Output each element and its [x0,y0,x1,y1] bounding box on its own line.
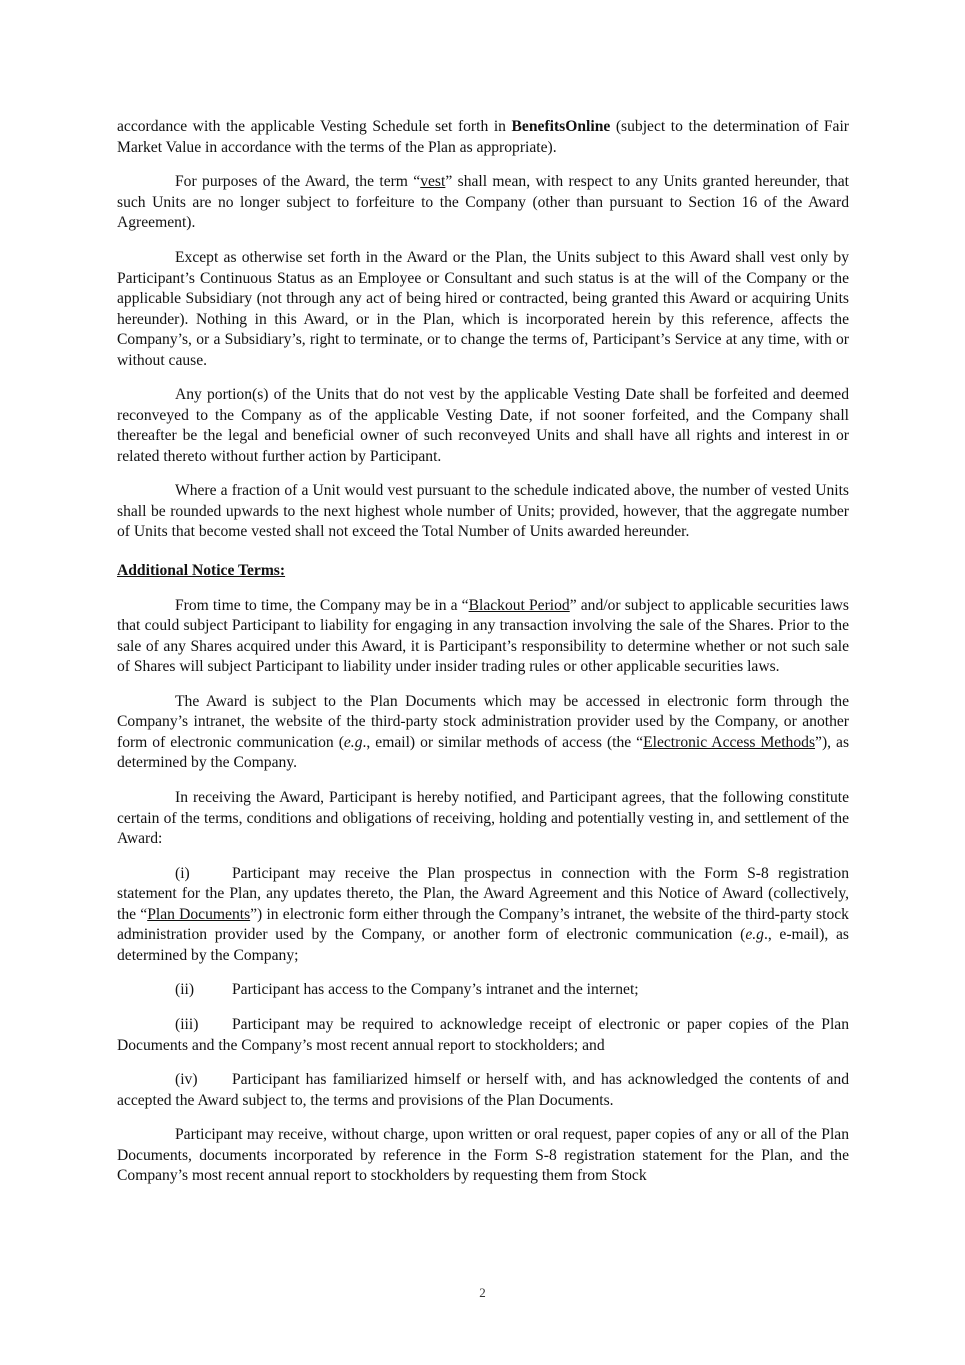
list-marker: (iv) [175,1071,198,1089]
paragraph-vesting-schedule: accordance with the applicable Vesting Schedule set forth in BenefitsOnline (subject to the determination of Fair Market Value in accordance with the terms of the Plan as appropriate). [117,118,849,156]
list-item-iii: (iii) Participant may be required to acknowledge receipt of electronic or paper copies of the Plan Documents and the Company’s most recent annual report to stockholders; and [117,1016,849,1054]
section-heading-additional-notice-terms: Additional Notice Terms: [117,561,286,579]
defined-term-electronic-access-methods: Electronic Access Methods [643,733,816,751]
list-marker: (ii) [175,981,195,999]
paragraph-continuous-status: Except as otherwise set forth in the Award or the Plan, the Units subject to this Award shall vest only by Participant’s Continuous Status as an Employee or Consultant and such status is at the will of the Company or the applicable Subsidiary (not through any act of being hired or contracted, being granted this Award or acquiring Units hereunder). Nothing in this Award, or in the Plan, which is incorporated herein by this reference, affects the Company’s, or a Subsidiary’s, right to terminate, or to change the terms of, Participant’s Service at any time, with or without cause. [117,249,849,369]
list-marker: (iii) [175,1016,199,1034]
list-marker: (i) [175,864,190,882]
list-item-iv: (iv) Participant has familiarized himself or herself with, and has acknowledged the contents of and accepted the Award subject to, the terms and provisions of the Plan Documents. [117,1071,849,1109]
list-item-ii: (ii) Participant has access to the Company’s intranet and the internet; [117,980,849,1001]
paragraph-forfeiture: Any portion(s) of the Units that do not vest by the applicable Vesting Date shall be forfeited and deemed reconveyed to the Company as of the applicable Vesting Date, if not sooner forfeited, and the Company shall thereafter be the legal and beneficial owner of such reconveyed Units and shall have all rights and interest in or related thereto without further action by Participant. [117,386,849,465]
page-number: 2 [479,1285,486,1300]
document-page [117,117,849,1187]
paragraph-vest-definition: For purposes of the Award, the term “vest” shall mean, with respect to any Units granted hereunder, that such Units are no longer subject to forfeiture to the Company (other than pursuant to Section 16 of the Award Agreement). [117,173,849,232]
paragraph-paper-copies: Participant may receive, without charge, upon written or oral request, paper copies of any or all of the Plan Documents, documents incorporated by reference in the Form S-8 registration statement for the Plan, and the Company’s most recent annual report to stockholders by requesting them from Stock [117,1126,849,1185]
defined-term-vest: vest [420,173,446,191]
paragraph-receiving-award: In receiving the Award, Participant is hereby notified, and Participant agrees, that the following constitute certain of the terms, conditions and obligations of receiving, holding and potentially vesting in, and settlement of the Award: [117,789,849,848]
paragraph-electronic-access: The Award is subject to the Plan Documents which may be accessed in electronic form through the Company’s intranet, the website of the third-party stock administration provider used by the Company, or another form of electronic communication (e.g., email) or similar methods of access (the “Electronic Access Methods”), as determined by the Company. [117,692,850,772]
list-item-i: (i) Participant may receive the Plan prospectus in connection with the Form S-8 registration statement for the Plan, any updates thereto, the Plan, the Award Agreement and this Notice of Award (collectively, the “Plan Documents”) in electronic form either through the Company’s intranet, the website of the third-party stock administration provider used by the Company, or another form of electronic communication (e.g., e-mail), as determined by the Company; [117,864,849,964]
benefitsonline-term: BenefitsOnline [511,118,611,135]
defined-term-blackout-period: Blackout Period [468,596,570,614]
defined-term-plan-documents: Plan Documents [147,905,251,923]
paragraph-fraction-rounding: Where a fraction of a Unit would vest pursuant to the schedule indicated above, the number of vested Units shall be rounded upwards to the next highest whole number of Units; provided, however, that the aggregate number of Units that become vested shall not exceed the Total Number of Units awarded hereunder. [117,482,849,541]
paragraph-blackout-period: From time to time, the Company may be in a “Blackout Period” and/or subject to applicable securities laws that could subject Participant to liability for engaging in any transaction involving the sale of the Shares. Prior to the sale of any Shares acquired under this Award, it is Participant’s responsibility to determine whether or not such sale of Shares will subject Participant to liability under insider trading rules or other applicable securities laws. [117,596,849,676]
